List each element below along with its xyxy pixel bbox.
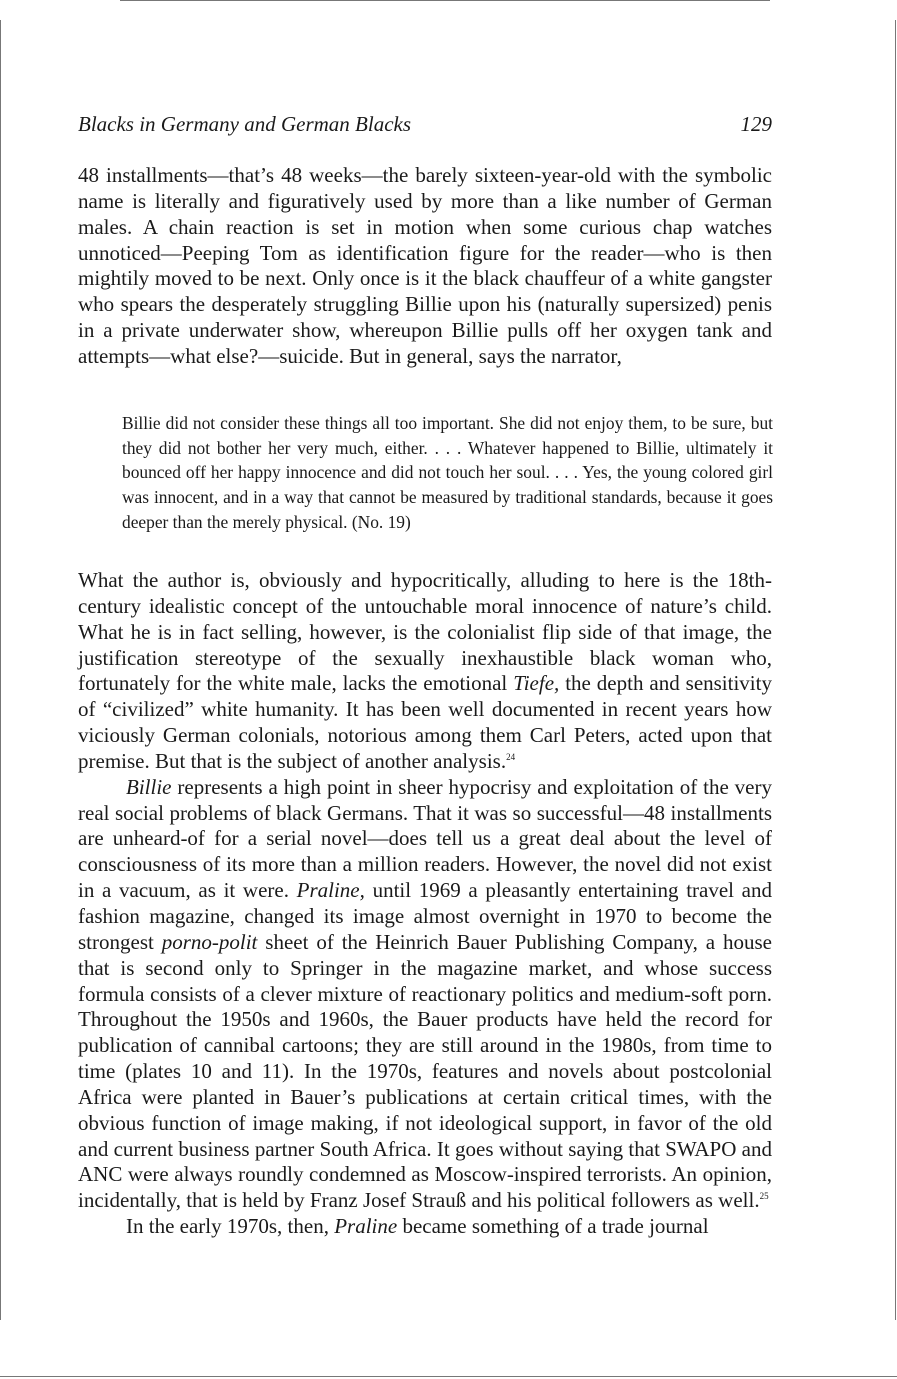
running-title: Blacks in Germany and German Blacks: [78, 112, 412, 136]
body-text-top: [78, 163, 772, 370]
footnote-ref-25: 25: [759, 1191, 769, 1202]
emphasis-billie: Billie: [126, 774, 172, 799]
paragraph-4: In the early 1970s, then, Praline became something of a trade journal: [126, 1214, 709, 1239]
paragraph-3: Billie represents a high point in sheer hypocrisy and exploitation of the very real social problems of black Germans. That it was so successful—48 installments are unheard-of for a serial novel—does tell us a great deal about the level of consciousness of its more than a million readers. However, the novel did not exist in a vacuum, as it were. Praline, until 1969 a pleasantly entertaining travel and fashion magazine, changed its image almost overnight in 1970 to become the strongest porno-polit sheet of the Heinrich Bauer Publishing Company, a house that is second only to Springer in the magazine market, and whose success formula consists of a clever mixture of reactionary politics and medium-soft porn. Throughout the 1950s and 1960s, the Bauer products have held the record for publication of cannibal cartoons; they are still around in the 1980s, from time to time (plates 10 and 11). In the 1970s, features and novels about postcolonial Africa were planted in Bauer’s publications at certain critical times, with the obvious function of image making, if not ideological support, in favor of the old and current business partner South Africa. It goes without saying that SWAPO and ANC were always roundly condemned as Moscow-inspired terrorists. An opinion, incidentally, that is held by Franz Josef Strauß and his political followers as well.$^{25}$: [78, 774, 773, 1213]
top-border-line: [120, 0, 770, 1]
paragraph-2: What the author is, obviously and hypocritically, alluding to here is the 18th-century idealistic concept of the untouchable moral innocence of nature’s child. What he is in fact selling, however, is the colonialist flip side of that image, the justification stereotype of the sexually inexhaustible black woman who, fortunately for the white male, lacks the emotional Tiefe, the depth and sensitivity of “civilized” white humanity. It has been well documented in recent years how viciously German colonials, notorious among them Carl Peters, acted upon that premise. But that is the subject of another analysis.$^{24}$: [78, 568, 772, 773]
page-number: 129: [740, 112, 772, 136]
left-border-line: [0, 20, 1, 1320]
right-border-line: [895, 20, 896, 1320]
emphasis-praline: Praline,: [296, 878, 365, 903]
bottom-border-line: [0, 1376, 897, 1377]
body-text-main: [78, 568, 772, 1240]
block-quote: [122, 411, 773, 535]
emphasis-tiefe: Tiefe,: [513, 671, 560, 696]
block-quote-text: Billie did not consider these things all too important. She did not enjoy them, to be sure, but they did not bother her very much, either. . . . Whatever happened to Billie, ultimately it bounced off her happy innocence and did not touch her soul. . . . Yes, the young colored girl was innocent, and in a way that cannot be measured by traditional standards, because it goes deeper than the merely physical. (No. 19): [122, 413, 773, 532]
running-header: [78, 110, 772, 142]
paragraph-1: 48 installments—that’s 48 weeks—the barely sixteen-year-old with the symbolic name is literally and figuratively used by more than a like number of German males. A chain reaction is set in motion when some curious chap watches unnoticed—Peeping Tom as identification figure for the reader—who is then mightily moved to be next. Only once is it the black chauffeur of a white gangster who spears the desperately struggling Billie upon his (naturally supersized) penis in a private underwater show, whereupon Billie pulls off her oxygen tank and attempts—what else?—suicide. But in general, says the narrator,: [78, 163, 772, 368]
footnote-ref-24: 24: [506, 751, 516, 762]
emphasis-porno-polit: porno-polit: [161, 929, 258, 954]
emphasis-praline-2: Praline: [334, 1214, 398, 1239]
